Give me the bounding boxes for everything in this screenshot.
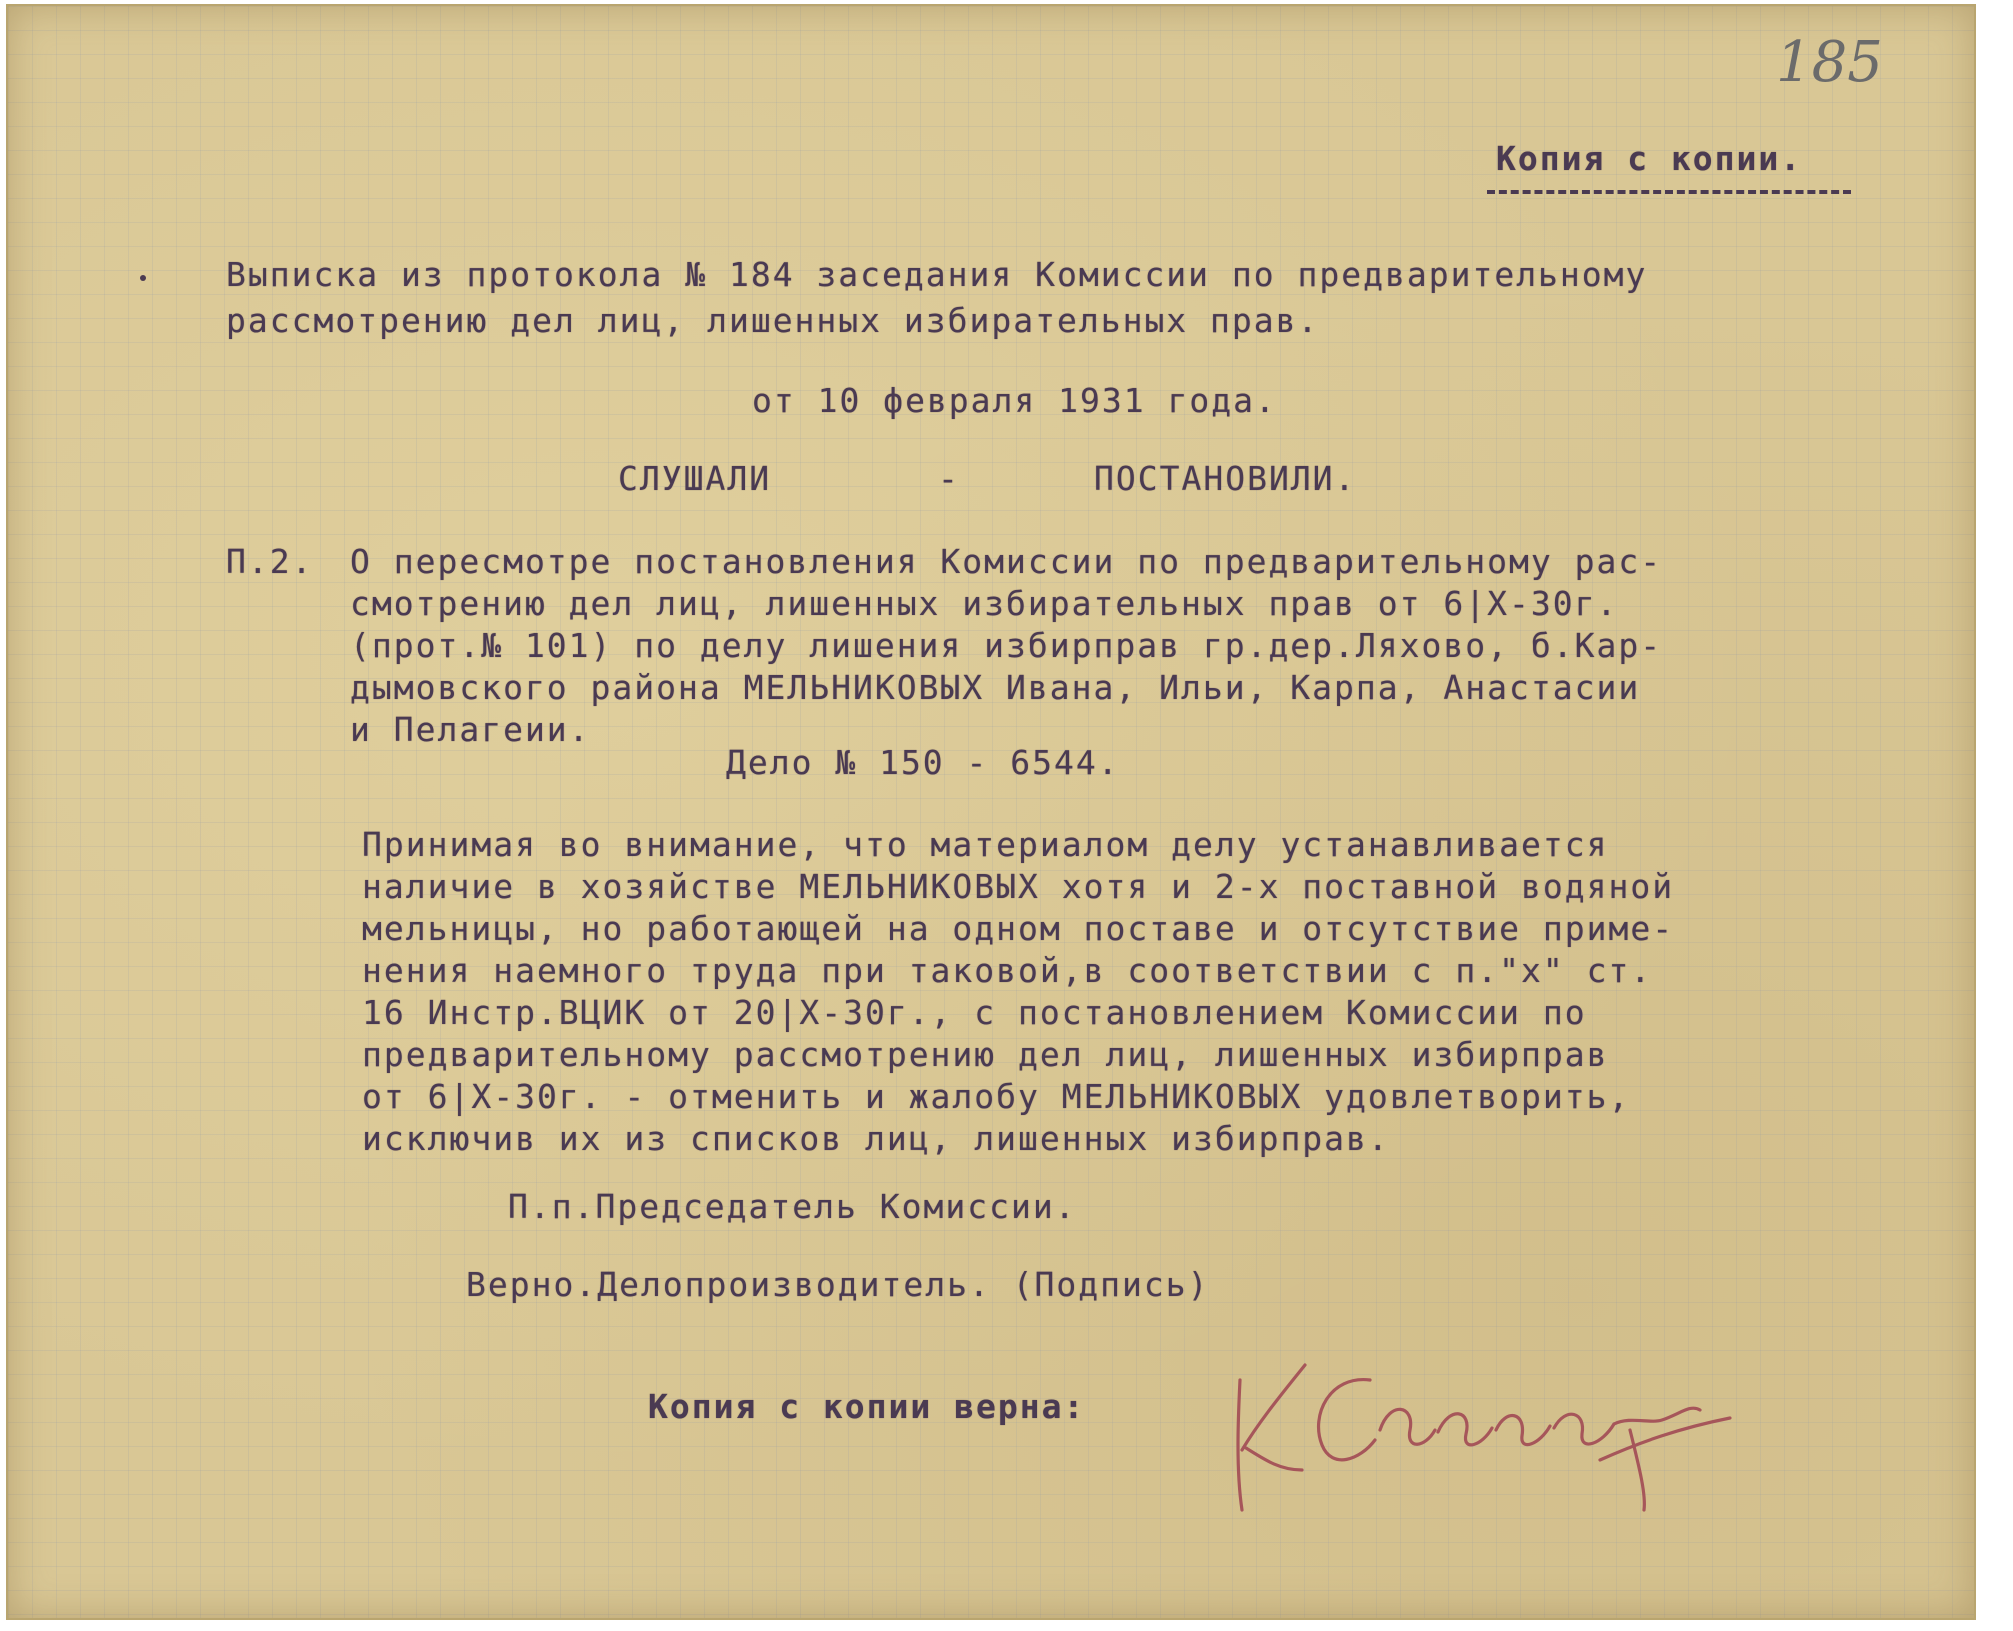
protocol-date: от 10 февраля 1931 года. (752, 381, 1277, 420)
chairman-signature-line: П.п.Председатель Комиссии. (508, 1187, 1077, 1226)
heading-underline (1487, 190, 1851, 194)
resolution-line-4: нения наемного труда при таковой,в соответствии с п."х" ст. (362, 951, 1653, 990)
case-number: Дело № 150 - 6544. (726, 743, 1120, 782)
page-number: 185 (1776, 30, 1883, 95)
title-line-1: Выписка из протокола № 184 заседания Комиссии по предварительному (226, 255, 1648, 294)
clerk-signature-line: Верно.Делопроизводитель. (Подпись) (466, 1265, 1210, 1304)
item-number: П.2. (226, 542, 314, 581)
columns-dash: - (938, 459, 960, 498)
item-line-4: дымовского района МЕЛЬНИКОВЫХ Ивана, Ильи, Карпа, Анастасии (350, 668, 1641, 707)
item-line-2: смотрению дел лиц, лишенных избирательных прав от 6|X-30г. (350, 584, 1619, 623)
handwritten-signature (1210, 1320, 1780, 1550)
title-line-2: рассмотрению дел лиц, лишенных избирательных прав. (226, 301, 1320, 340)
item-line-5: и Пелагеии. (350, 710, 591, 749)
resolution-line-3: мельницы, но работающей на одном поставе и отсутствие приме- (362, 909, 1675, 948)
resolution-line-6: предварительному рассмотрению дел лиц, лишенных избирправ (362, 1035, 1609, 1074)
certified-copy-line: Копия с копии верна: (648, 1387, 1086, 1426)
resolved-label: ПОСТАНОВИЛИ. (1094, 459, 1357, 498)
item-line-3: (прот.№ 101) по делу лишения избирправ гр.дер.Ляхово, б.Кар- (350, 626, 1663, 665)
copy-of-copy-heading: Копия с копии. (1496, 139, 1803, 178)
resolution-line-2: наличие в хозяйстве МЕЛЬНИКОВЫХ хотя и 2-х поставной водяной (362, 867, 1675, 906)
margin-dot (140, 275, 146, 281)
heard-label: СЛУШАЛИ (618, 459, 772, 498)
resolution-line-1: Принимая во внимание, что материалом делу устанавливается (362, 825, 1609, 864)
resolution-line-8: исключив их из списков лиц, лишенных избирправ. (362, 1119, 1390, 1158)
resolution-line-7: от 6|X-30г. - отменить и жалобу МЕЛЬНИКОВЫХ удовлетворить, (362, 1077, 1631, 1116)
resolution-line-5: 16 Инстр.ВЦИК от 20|X-30г., с постановлением Комиссии по (362, 993, 1587, 1032)
item-line-1: О пересмотре постановления Комиссии по предварительному рас- (350, 542, 1663, 581)
